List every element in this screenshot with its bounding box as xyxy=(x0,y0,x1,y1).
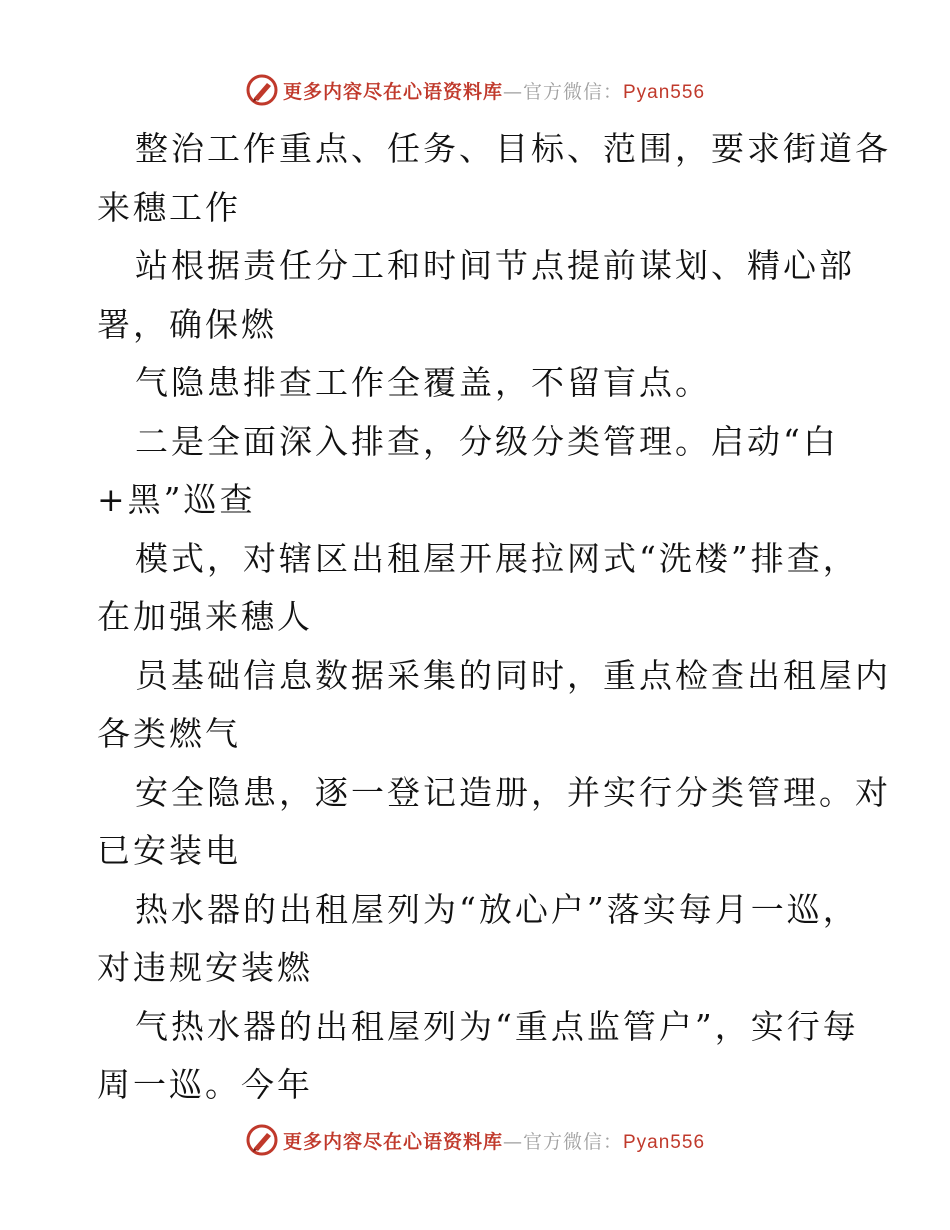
text-line: 对违规安装燃 xyxy=(97,948,313,987)
text-line: 模式，对辖区出租屋开展拉网式“洗楼”排查， xyxy=(135,538,859,578)
pen-circle-logo-icon xyxy=(245,1123,279,1157)
banner-separator: — xyxy=(502,1130,523,1153)
text-line: 已安装电 xyxy=(97,831,241,870)
text-line: 署，确保燃 xyxy=(97,304,277,344)
banner-text xyxy=(283,1127,705,1154)
text-line: 周一巡。今年 xyxy=(97,1065,313,1104)
text-line: 在加强来穗人 xyxy=(97,597,313,636)
document-body xyxy=(97,120,891,1115)
text-line: 整治工作重点、任务、目标、范围，要求街道各 xyxy=(135,129,891,168)
text-line: 来穗工作 xyxy=(97,187,241,227)
banner-text xyxy=(283,77,705,104)
banner-brand: 更多内容尽在心语资料库 xyxy=(282,80,503,103)
text-line: 二是全面深入排查，分级分类管理。启动“白 xyxy=(135,421,839,461)
text-line: +黑”巡查 xyxy=(97,480,256,519)
banner-separator: — xyxy=(502,80,523,103)
pen-circle-logo-icon xyxy=(245,73,279,107)
text-line: 站根据责任分工和时间节点提前谋划、精心部 xyxy=(135,246,855,285)
text-line: 气热水器的出租屋列为“重点监管户”，实行每 xyxy=(135,1006,859,1046)
banner-wechat-label: 官方微信： xyxy=(522,1130,623,1153)
text-line: 员基础信息数据采集的同时，重点检查出租屋内 xyxy=(135,655,891,695)
text-line: 热水器的出租屋列为“放心户”落实每月一巡， xyxy=(135,889,859,929)
banner-wechat-id: Pyan556 xyxy=(623,1131,706,1153)
banner-wechat-id: Pyan556 xyxy=(623,81,706,103)
text-line: 气隐患排查工作全覆盖，不留盲点。 xyxy=(135,363,711,402)
text-line: 各类燃气 xyxy=(97,714,241,753)
banner-wechat-label: 官方微信： xyxy=(522,80,623,103)
text-line: 安全隐患，逐一登记造册，并实行分类管理。对 xyxy=(135,772,891,812)
footer-banner xyxy=(0,1120,950,1160)
banner-brand: 更多内容尽在心语资料库 xyxy=(282,1130,503,1153)
header-banner xyxy=(0,70,950,110)
